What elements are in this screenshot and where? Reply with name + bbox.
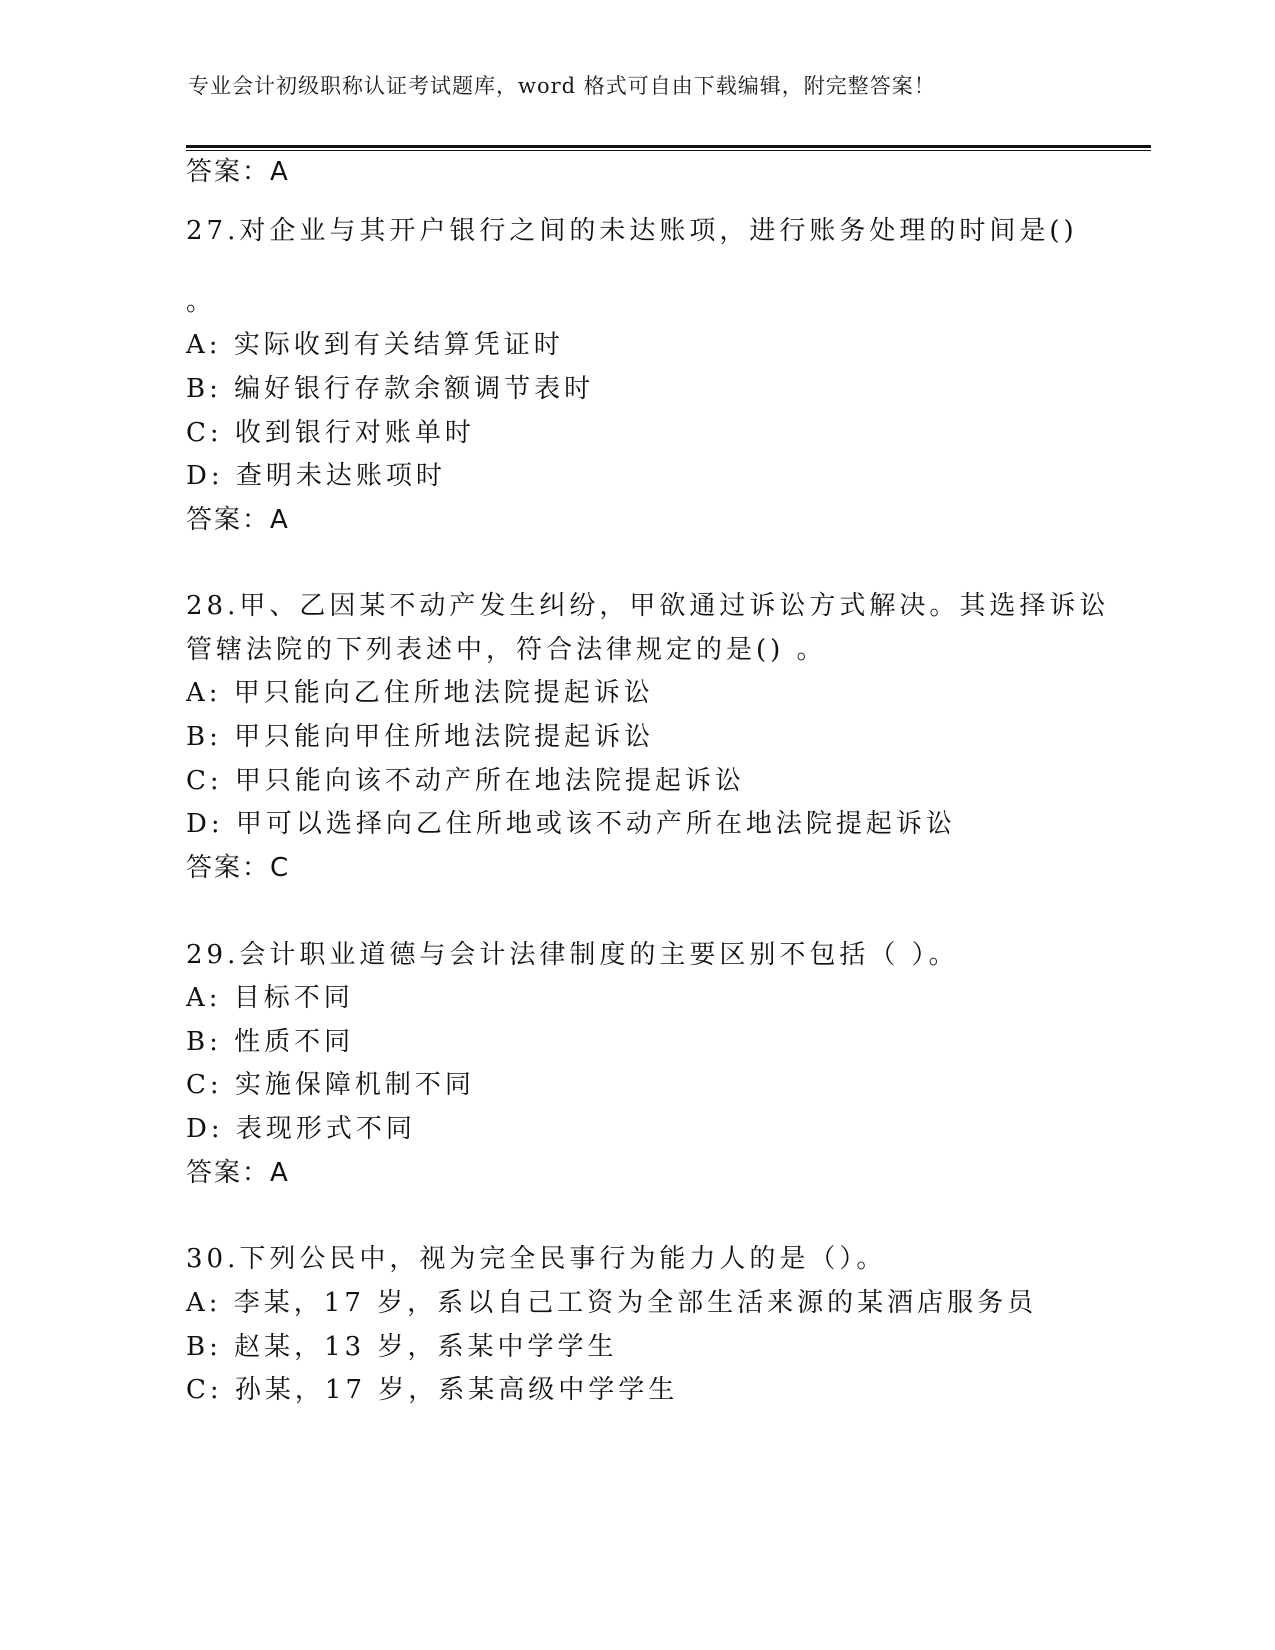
- question-28-option-d: D: 甲可以选择向乙住所地或该不动产所在地法院提起诉讼: [186, 809, 956, 839]
- question-29-answer: 答案：A: [186, 1158, 290, 1188]
- header-rule-thin: [186, 150, 1151, 151]
- question-29-stem: 29.会计职业道德与会计法律制度的主要区别不包括（ ）。: [186, 940, 959, 970]
- question-30-stem: 30.下列公民中，视为完全民事行为能力人的是（）。: [186, 1244, 887, 1274]
- question-27-stem-line-1: 27.对企业与其开户银行之间的未达账项，进行账务处理的时间是(): [186, 216, 1078, 246]
- question-30-option-b: B: 赵某，13 岁，系某中学学生: [186, 1332, 618, 1362]
- question-30-option-a: A: 李某，17 岁，系以自己工资为全部生活来源的某酒店服务员: [186, 1288, 1038, 1318]
- question-27-answer: 答案：A: [186, 505, 290, 535]
- question-29-option-b: B: 性质不同: [186, 1027, 355, 1057]
- header-rule-thick: [186, 145, 1151, 148]
- question-27-option-a: A: 实际收到有关结算凭证时: [186, 330, 564, 360]
- question-28-answer: 答案：C: [186, 853, 291, 883]
- page-header: 专业会计初级职称认证考试题库，word 格式可自由下载编辑，附完整答案！: [188, 74, 936, 98]
- question-28-option-b: B: 甲只能向甲住所地法院提起诉讼: [186, 722, 655, 752]
- question-29-option-a: A: 目标不同: [186, 983, 354, 1013]
- question-27-option-d: D: 查明未达账项时: [186, 461, 446, 491]
- question-28-stem-line-2: 管辖法院的下列表述中，符合法律规定的是() 。: [186, 635, 827, 665]
- question-28-option-c: C: 甲只能向该不动产所在地法院提起诉讼: [186, 766, 745, 796]
- answer-26: 答案：A: [186, 157, 290, 187]
- question-27-stem-line-2: 。: [186, 287, 217, 317]
- question-27-option-c: C: 收到银行对账单时: [186, 418, 475, 448]
- question-29-option-d: D: 表现形式不同: [186, 1114, 416, 1144]
- question-27-option-b: B: 编好银行存款余额调节表时: [186, 374, 595, 404]
- question-29-option-c: C: 实施保障机制不同: [186, 1070, 475, 1100]
- question-28-option-a: A: 甲只能向乙住所地法院提起诉讼: [186, 678, 654, 708]
- question-28-stem-line-1: 28.甲、乙因某不动产发生纠纷，甲欲通过诉讼方式解决。其选择诉讼: [186, 591, 1110, 621]
- question-30-option-c: C: 孙某，17 岁，系某高级中学学生: [186, 1375, 679, 1405]
